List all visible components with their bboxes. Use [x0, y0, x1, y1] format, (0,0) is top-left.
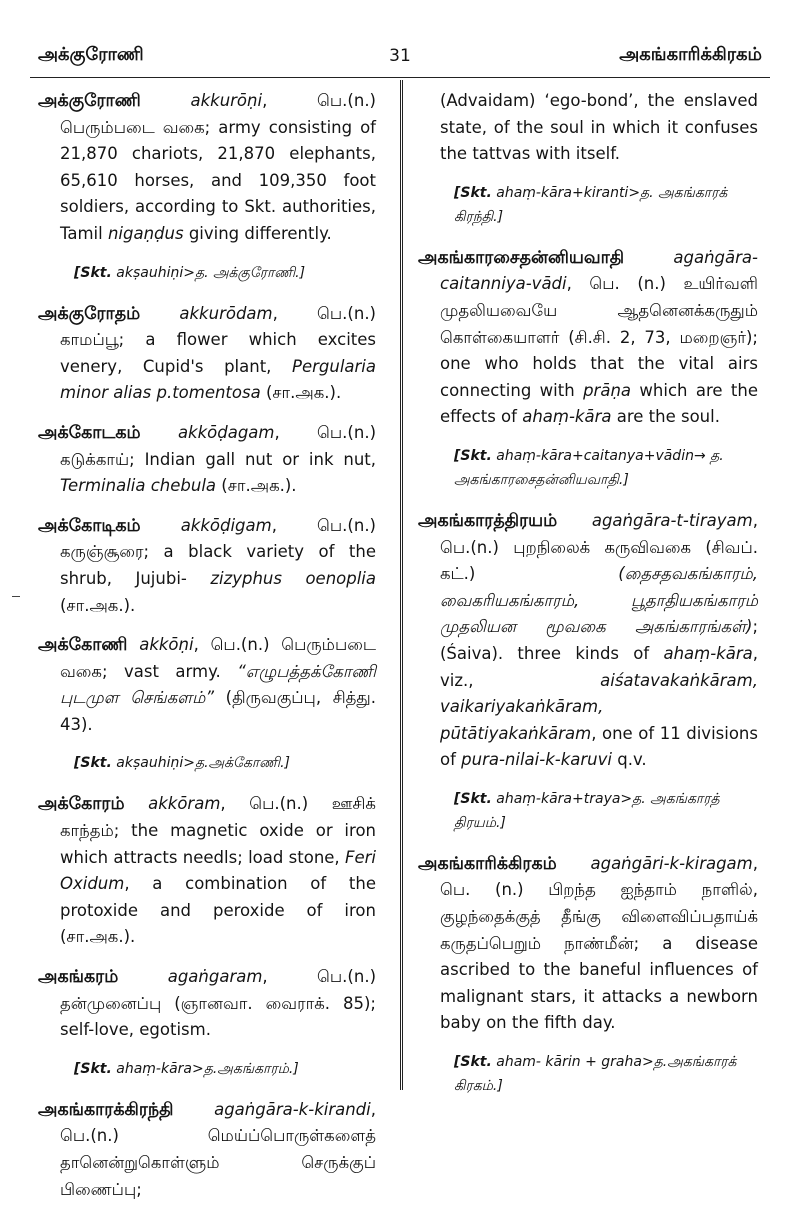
definition: , பெ.(n.) தன்முனைப்பு (ஞானவா. வைராக். 85); self-love, egotism. — [60, 967, 377, 1040]
transliteration: agaṅgāra-t-tirayam — [591, 510, 753, 530]
definition: , பெ.(n.) ஊசிக் காந்தம்; the magnetic oxide or iron which attracts needls; load stone, — [60, 794, 376, 867]
transliteration: akkurōdam — [179, 303, 273, 323]
definition-italic: prāṇa — [583, 380, 632, 400]
definition: , பெ.(n.) கருஞ்சூரை; a black variety of the shrub, Jujubi- — [60, 515, 376, 588]
headword: அகங்காரக்கிரந்தி — [38, 1099, 174, 1120]
margin-tick — [12, 596, 20, 597]
definition-tail: , one of 11 divisions of — [440, 723, 758, 770]
dictionary-entry — [418, 851, 758, 1098]
skt-label: [Skt. — [74, 1060, 112, 1077]
definition: (Advaidam) ‘ego-bond’, the enslaved state, of the soul in which it confuses the tattvas with itself. — [440, 91, 758, 164]
headword: அக்கோடகம் — [38, 422, 141, 443]
headword: அக்கோரம் — [38, 794, 125, 815]
definition-tail: (சா.அக.). — [216, 476, 297, 496]
definition-tail: , a combination of the protoxide and peroxide of iron (சா.அக.). — [60, 874, 376, 947]
definition-tail: are the soul. — [611, 407, 720, 427]
definition: , பெ.(n.) கடுக்காய்; Indian gall nut or ink nut, — [60, 422, 377, 469]
etymology: [Skt. akṣauhiṇi>த.அக்கோணி.] — [74, 755, 290, 772]
transliteration: agaṅgaram — [167, 967, 263, 987]
definition-italic: Pergularia minor alias p.tomentosa — [60, 356, 376, 403]
dictionary-entry — [38, 513, 376, 619]
definition-italic: Terminalia chebula — [60, 476, 217, 496]
skt-label: [Skt. — [454, 447, 492, 464]
definition-italic: zizyphus oenoplia — [210, 568, 376, 588]
headword: அகங்கரம் — [38, 967, 119, 988]
header-guide-word-right: அகங்காரிக்கிரகம் — [619, 44, 762, 65]
skt-label: [Skt. — [454, 1054, 492, 1071]
headword: அக்கோணி — [38, 635, 128, 656]
dictionary-entry — [418, 245, 758, 492]
definition-tail: (சா.அக.). — [60, 595, 136, 615]
definition-tail: (சா.அக.). — [260, 383, 342, 403]
transliteration: akkōram — [148, 794, 221, 814]
definition-italic: aiśatavakaṅkāram, vaikariyakaṅkāram, pūtātiyakaṅkāram — [440, 670, 758, 743]
definition-tail: giving differently. — [183, 223, 332, 243]
definition-italic: “எழுபத்தக்கோணி புடமுள செங்களம்” — [60, 661, 376, 708]
header-rule — [30, 77, 770, 78]
transliteration: agaṅgāri-k-kiragam — [590, 853, 753, 873]
right-column — [418, 88, 758, 1114]
transliteration: akkōḍigam — [180, 515, 272, 535]
skt-label: [Skt. — [454, 184, 492, 201]
definition: , பெ.(n.) புறநிலைக் கருவிவகை (சிவப். கட்.) — [440, 510, 758, 584]
entry-continuation — [418, 88, 758, 229]
etymology: [Skt. ahaṃ-kāra+caitanya+vādin→ த. அகங்காரசைதன்னியவாதி.] — [454, 447, 724, 488]
headword: அக்கோடிகம் — [38, 515, 141, 536]
etymology: [Skt. ahaṃ-kāra+kiranti>த. அகங்காரக் கிரந்தி.] — [454, 184, 728, 225]
left-column — [38, 88, 376, 1216]
header-guide-word-left: அக்குரோணி — [38, 44, 144, 65]
definition-tail: which are the effects of — [440, 380, 758, 427]
dictionary-entry — [38, 420, 376, 500]
dictionary-entry — [38, 964, 376, 1081]
definition: , பெ.(n.) பெரும்படை வகை; army consisting of 21,870 chariots, 21,870 elephants, 65,610 horses, and 109,350 foot soldiers, according to Skt. authorities, Tamil — [60, 91, 376, 243]
definition-tail: q.v. — [611, 750, 647, 770]
page-number: 31 — [389, 46, 411, 66]
etymology: [Skt. aham- kārin + graha>த.அகங்காரக் கிரகம்.] — [454, 1054, 737, 1095]
etymology: [Skt. ahaṃ-kāra+traya>த. அகங்காரத் திரயம்.] — [454, 790, 720, 831]
etymology: [Skt. akṣauhiṇi>த. அக்குரோணி.] — [74, 264, 306, 281]
transliteration: akkurōṇi — [190, 91, 263, 110]
dictionary-entry — [38, 88, 376, 285]
skt-label: [Skt. — [74, 755, 112, 772]
transliteration: agaṅgāra-k-kirandi — [214, 1099, 371, 1119]
transliteration: akkōḍagam — [177, 422, 275, 442]
etymology: [Skt. ahaṃ-kāra>த.அகங்காரம்.] — [74, 1060, 299, 1077]
definition-italic: Feri Oxidum — [60, 847, 376, 894]
dictionary-entry — [418, 508, 758, 835]
definition-italic: pura-nilai-k-karuvi — [461, 750, 612, 770]
skt-label: [Skt. — [74, 264, 112, 281]
dictionary-entry — [38, 791, 376, 951]
definition: , பெ.(n.) காமப்பூ; a flower which excites venery, Cupid's plant, — [60, 303, 376, 376]
definition: , பெ.(n.) பெரும்படை வகை; vast army. — [60, 635, 376, 681]
definition-italic: (தைசதவகங்காரம், வைகரியகங்காரம், பூதாதியகங்காரம் முதலியன மூவகை அகங்காரங்கள்) — [440, 564, 758, 637]
headword: அகங்காரசைதன்னியவாதி — [418, 247, 625, 268]
headword: அக்குரோதம் — [38, 303, 141, 324]
headword: அகங்காரத்திரயம் — [418, 510, 558, 531]
transliteration: akkōṇi — [139, 635, 194, 655]
definition: , பெ.(n.) மெய்ப்பொருள்களைத் தானென்றுகொள்ளும் செருக்குப் பிணைப்பு; — [60, 1099, 376, 1199]
definition-tail: (திருவகுப்பு, சித்து. 43). — [60, 688, 376, 734]
definition: , பெ. (n.) உயிர்வளி முதலியவையே ஆதனெனக்கருதும் கொள்கையாளர் (சி.சி. 2, 73, மறைஞர்); one who holds that the vital airs connecting with — [440, 274, 758, 400]
transliteration: agaṅgāra-caitanniya-vādi — [440, 247, 758, 294]
definition-italic: nigaṇḍus — [107, 223, 184, 243]
definition-tail: , viz., — [440, 643, 758, 690]
headword: அகங்காரிக்கிரகம் — [418, 853, 557, 874]
dictionary-entry — [38, 1097, 376, 1203]
dictionary-entry — [38, 632, 376, 775]
dictionary-entry — [38, 301, 376, 407]
definition: , பெ. (n.) பிறந்த ஐந்தாம் நாளில், குழந்தைக்குத் தீங்கு விளைவிப்பதாய்க் கருதப்பெறும் நாண்மீன்; a disease ascribed to the baneful influences of malignant stars, it attacks a newborn baby on the fifth day. — [440, 853, 758, 1033]
skt-label: [Skt. — [454, 790, 492, 807]
definition-italic: ahaṃ-kāra — [522, 407, 612, 427]
page-header — [30, 44, 770, 74]
headword: அக்குரோணி — [38, 91, 141, 111]
column-divider — [400, 80, 403, 1090]
definition-tail: ; (Śaiva). three kinds of — [440, 617, 758, 663]
definition-italic: ahaṃ-kāra — [663, 643, 753, 663]
